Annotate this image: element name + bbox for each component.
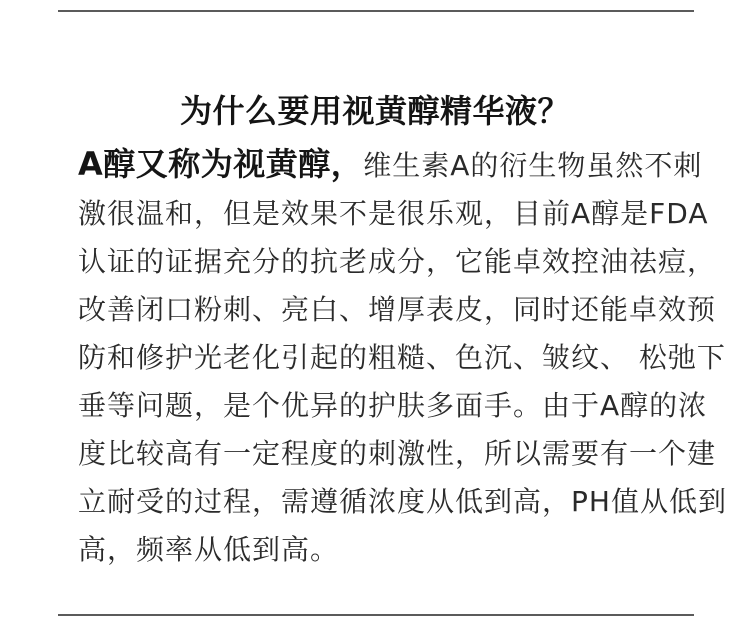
page-title: 为什么要用视黄醇精华液？ — [179, 92, 570, 131]
paragraph-text: 维生素A的衍生物虽然不刺激很温和，但是效果不是很乐观，目前A醇是FDA认证的证据充分的抗老成分，它能卓效控油祛痘，改善闭口粉刺、亮白、增厚表皮，同时还能卓效预防和修护光老化引起的粗糙、色沉、皱纹、 松弛下垂等问题，是个优异的护肤多面手。由于A醇的浓度比较高有一定程度的刺激性，所以需要有一个建立耐受的过程，需遵循浓度从低到高，PH值从低到高，频率从低到高。 — [78, 149, 727, 566]
bottom-divider — [58, 614, 694, 616]
top-divider — [58, 10, 694, 12]
article-paragraph — [78, 140, 728, 574]
lead-phrase: A醇又称为视黄醇， — [78, 145, 364, 183]
